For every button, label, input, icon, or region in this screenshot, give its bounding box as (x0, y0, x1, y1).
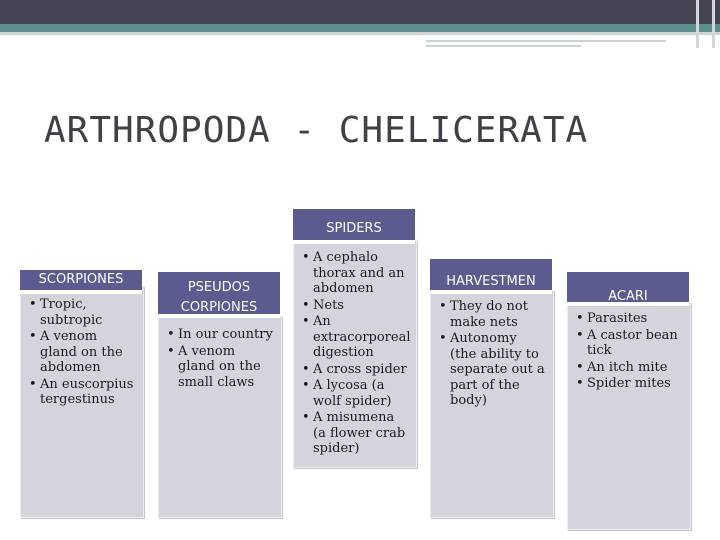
card-harvestmen (430, 290, 554, 518)
header-label: SCORPIONES (38, 272, 124, 287)
top-banner-thin (0, 32, 720, 35)
list-item: • An itch mite (576, 360, 684, 376)
list-item: • Parasites (576, 311, 684, 327)
list-item: • Tropic, subtropic (29, 297, 137, 328)
card-spiders (293, 240, 417, 468)
list-item: • Spider mites (576, 376, 684, 392)
header-pseudoscorpiones (158, 272, 280, 318)
header-label: ACARI (608, 289, 648, 304)
list-item: • An extracorporeal digestion (302, 314, 410, 361)
top-banner-edge-right (712, 0, 715, 48)
header-acari (567, 272, 689, 306)
spiders-bullets (294, 241, 416, 457)
slide-title: ARTHROPODA - CHELICERATA (44, 110, 589, 151)
list-item: • A cross spider (302, 362, 410, 378)
card-pseudoscorpiones (158, 316, 282, 518)
list-item: • Autonomy (the ability to separate out a part of the body) (439, 331, 547, 409)
header-spiders (293, 209, 415, 244)
list-item: • A castor bean tick (576, 328, 684, 359)
list-item: • A cephalo thorax and an abdomen (302, 250, 410, 297)
header-label: SPIDERS (326, 221, 382, 236)
harvestmen-bullets (431, 291, 553, 409)
header-harvestmen (430, 259, 552, 294)
top-banner-edge-left (696, 0, 699, 48)
header-scorpiones (20, 270, 142, 294)
card-scorpiones (20, 286, 144, 518)
top-banner-teal (0, 24, 720, 32)
accent-line-lower (426, 45, 581, 47)
header-label: HARVESTMEN (446, 274, 536, 289)
list-item: • A venom gland on the small claws (167, 344, 275, 391)
list-item: • A misumena (a flower crab spider) (302, 410, 410, 457)
header-label: PSEUDOS CORPIONES (180, 280, 258, 315)
acari-bullets (568, 303, 690, 392)
list-item: • An euscorpius tergestinus (29, 377, 137, 408)
list-item: • Nets (302, 298, 410, 314)
scorpiones-bullets (21, 287, 143, 408)
top-banner-dark (0, 0, 720, 24)
list-item: • In our country (167, 327, 275, 343)
accent-line-upper (426, 40, 666, 42)
list-item: • A venom gland on the abdomen (29, 329, 137, 376)
list-item: • They do not make nets (439, 299, 547, 330)
pseudoscorpiones-bullets (159, 317, 281, 390)
card-acari (567, 302, 691, 530)
list-item: • A lycosa (a wolf spider) (302, 378, 410, 409)
